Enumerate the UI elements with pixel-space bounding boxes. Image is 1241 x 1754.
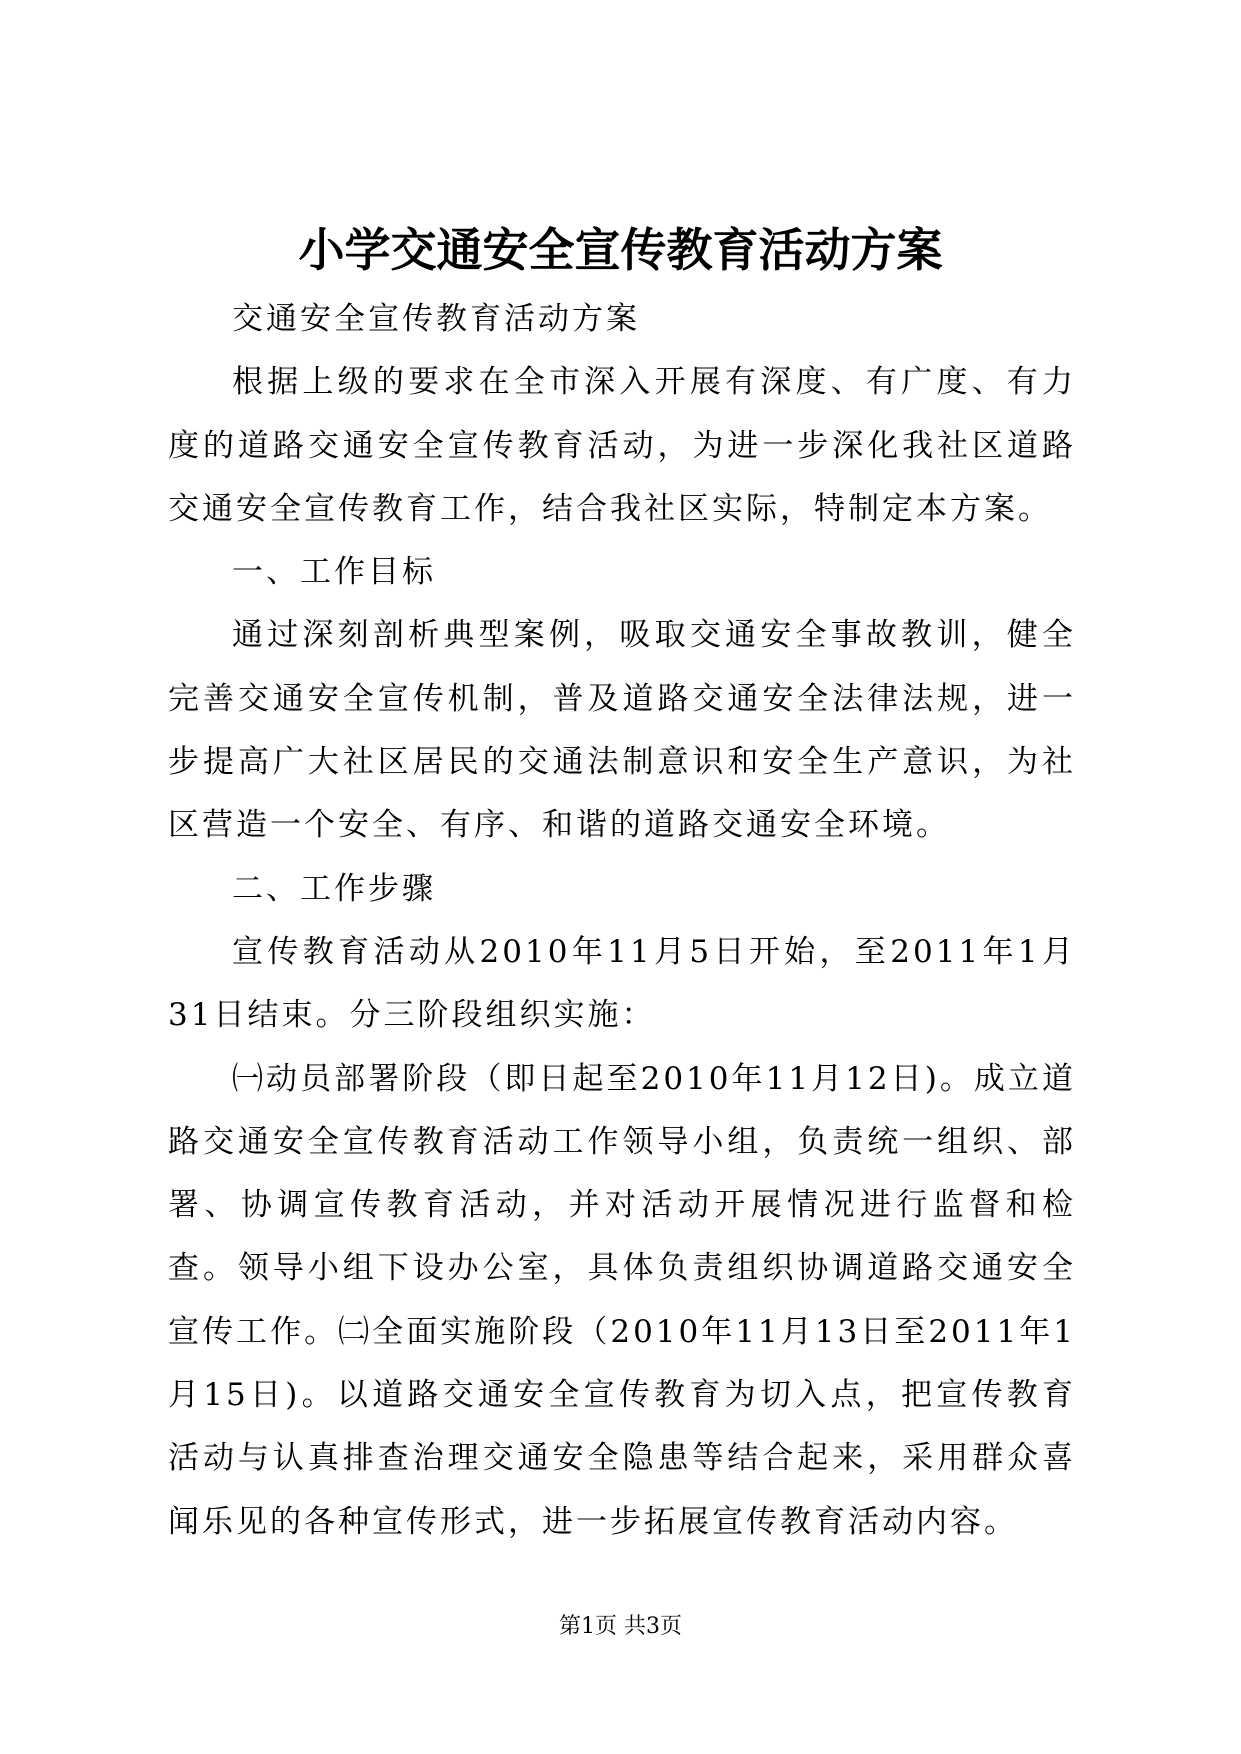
paragraph-subtitle: 交通安全宣传教育活动方案	[232, 301, 640, 337]
page-footer: 第1页 共3页	[559, 1614, 682, 1639]
paragraph-intro: 根据上级的要求在全市深入开展有深度、有广度、有力度的道路交通安全宣传教育活动，为进一步深化我社区道路交通安全宣传教育工作，结合我社区实际，特制定本方案。	[168, 364, 1076, 527]
paragraph-phases: ㈠动员部署阶段（即日起至2010年11月12日)。成立道路交通安全宣传教育活动工作领导小组，负责统一组织、部署、协调宣传教育活动，并对活动开展情况进行监督和检查。领导小组下设办公室，具体负责组织协调道路交通安全宣传工作。㈡全面实施阶段（2010年11月13日至2011年1月15日)。以道路交通安全宣传教育为切入点，把宣传教育活动与认真排查治理交通安全隐患等结合起来，采用群众喜闻乐见的各种宣传形式，进一步拓展宣传教育活动内容。	[168, 1060, 1076, 1540]
paragraph-work-goal: 通过深刻剖析典型案例，吸取交通安全事故教训，健全完善交通安全宣传机制，普及道路交通安全法律法规，进一步提高广大社区居民的交通法制意识和安全生产意识，为社区营造一个安全、有序、和谐的道路交通安全环境。	[168, 617, 1076, 844]
paragraph-schedule: 宣传教育活动从2010年11月5日开始，至2011年1月31日结束。分三阶段组织实施：	[168, 933, 1076, 1034]
heading-work-steps: 二、工作步骤	[232, 870, 436, 907]
heading-work-goal: 一、工作目标	[232, 554, 436, 591]
document-body	[168, 288, 1076, 1554]
document-title: 小学交通安全宣传教育活动方案	[298, 223, 943, 277]
